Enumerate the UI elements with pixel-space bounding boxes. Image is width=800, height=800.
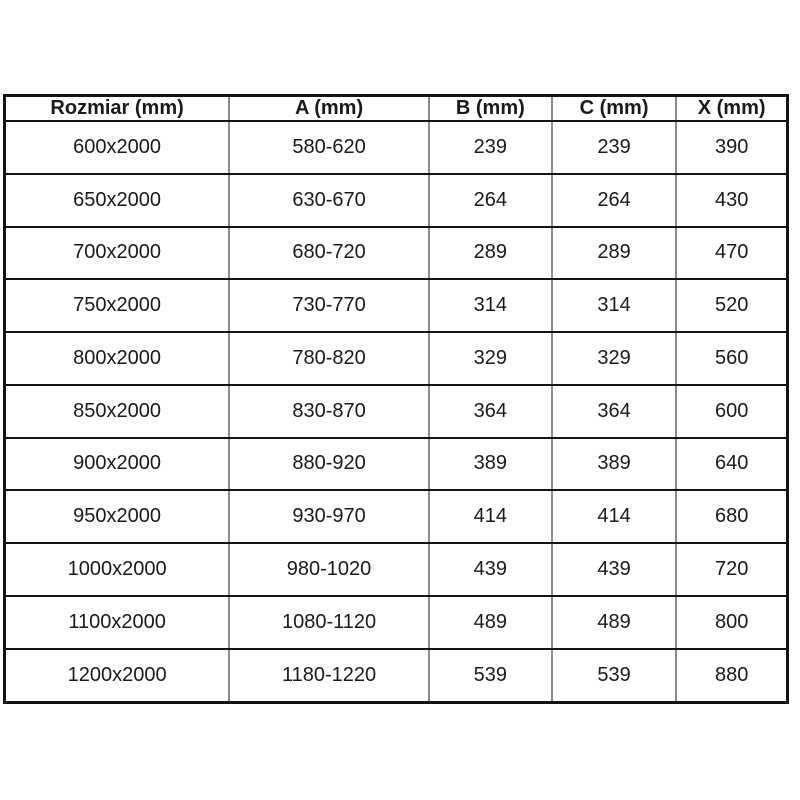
table-cell: 630-670 — [229, 174, 429, 227]
table-cell: 800x2000 — [5, 332, 230, 385]
column-header-c: C (mm) — [552, 96, 676, 122]
table-cell: 439 — [429, 543, 552, 596]
table-cell: 580-620 — [229, 121, 429, 174]
column-header-b: B (mm) — [429, 96, 552, 122]
table-body — [5, 121, 788, 703]
table-cell: 414 — [552, 490, 676, 543]
table-row — [5, 385, 788, 438]
table-row — [5, 649, 788, 703]
table-cell: 289 — [429, 227, 552, 280]
table-cell: 539 — [429, 649, 552, 703]
table-cell: 1100x2000 — [5, 596, 230, 649]
table-cell: 880 — [676, 649, 787, 703]
table-cell: 1180-1220 — [229, 649, 429, 703]
table-header-row — [5, 96, 788, 122]
column-header-x: X (mm) — [676, 96, 787, 122]
table-cell: 730-770 — [229, 279, 429, 332]
table-cell: 364 — [552, 385, 676, 438]
table-cell: 520 — [676, 279, 787, 332]
table-cell: 264 — [429, 174, 552, 227]
table-cell: 930-970 — [229, 490, 429, 543]
table-cell: 289 — [552, 227, 676, 280]
table-row — [5, 543, 788, 596]
table-cell: 650x2000 — [5, 174, 230, 227]
table-cell: 750x2000 — [5, 279, 230, 332]
table-cell: 414 — [429, 490, 552, 543]
table-cell: 264 — [552, 174, 676, 227]
table-cell: 489 — [429, 596, 552, 649]
column-header-rozmiar: Rozmiar (mm) — [5, 96, 230, 122]
table-cell: 430 — [676, 174, 787, 227]
table-cell: 239 — [552, 121, 676, 174]
table-cell: 780-820 — [229, 332, 429, 385]
table-cell: 600 — [676, 385, 787, 438]
column-header-a: A (mm) — [229, 96, 429, 122]
table-header — [5, 96, 788, 122]
table-cell: 470 — [676, 227, 787, 280]
table-cell: 850x2000 — [5, 385, 230, 438]
table-cell: 364 — [429, 385, 552, 438]
table-row — [5, 227, 788, 280]
table-cell: 680 — [676, 490, 787, 543]
table-cell: 880-920 — [229, 438, 429, 491]
table-cell: 539 — [552, 649, 676, 703]
table-cell: 600x2000 — [5, 121, 230, 174]
table-row — [5, 174, 788, 227]
table-row — [5, 596, 788, 649]
table-cell: 640 — [676, 438, 787, 491]
table-cell: 389 — [552, 438, 676, 491]
table-row — [5, 490, 788, 543]
table-row — [5, 121, 788, 174]
table-cell: 314 — [429, 279, 552, 332]
table-cell: 389 — [429, 438, 552, 491]
table-cell: 390 — [676, 121, 787, 174]
table-cell: 800 — [676, 596, 787, 649]
table-row — [5, 279, 788, 332]
table-row — [5, 438, 788, 491]
table-cell: 314 — [552, 279, 676, 332]
table-cell: 1080-1120 — [229, 596, 429, 649]
table-cell: 1000x2000 — [5, 543, 230, 596]
table-cell: 900x2000 — [5, 438, 230, 491]
table-cell: 720 — [676, 543, 787, 596]
table-cell: 439 — [552, 543, 676, 596]
size-specification-table-container — [3, 94, 789, 704]
size-specification-table — [3, 94, 789, 704]
table-cell: 489 — [552, 596, 676, 649]
table-cell: 329 — [429, 332, 552, 385]
table-cell: 680-720 — [229, 227, 429, 280]
table-cell: 980-1020 — [229, 543, 429, 596]
table-cell: 1200x2000 — [5, 649, 230, 703]
table-cell: 700x2000 — [5, 227, 230, 280]
table-row — [5, 332, 788, 385]
table-cell: 830-870 — [229, 385, 429, 438]
table-cell: 560 — [676, 332, 787, 385]
table-cell: 329 — [552, 332, 676, 385]
table-cell: 239 — [429, 121, 552, 174]
table-cell: 950x2000 — [5, 490, 230, 543]
